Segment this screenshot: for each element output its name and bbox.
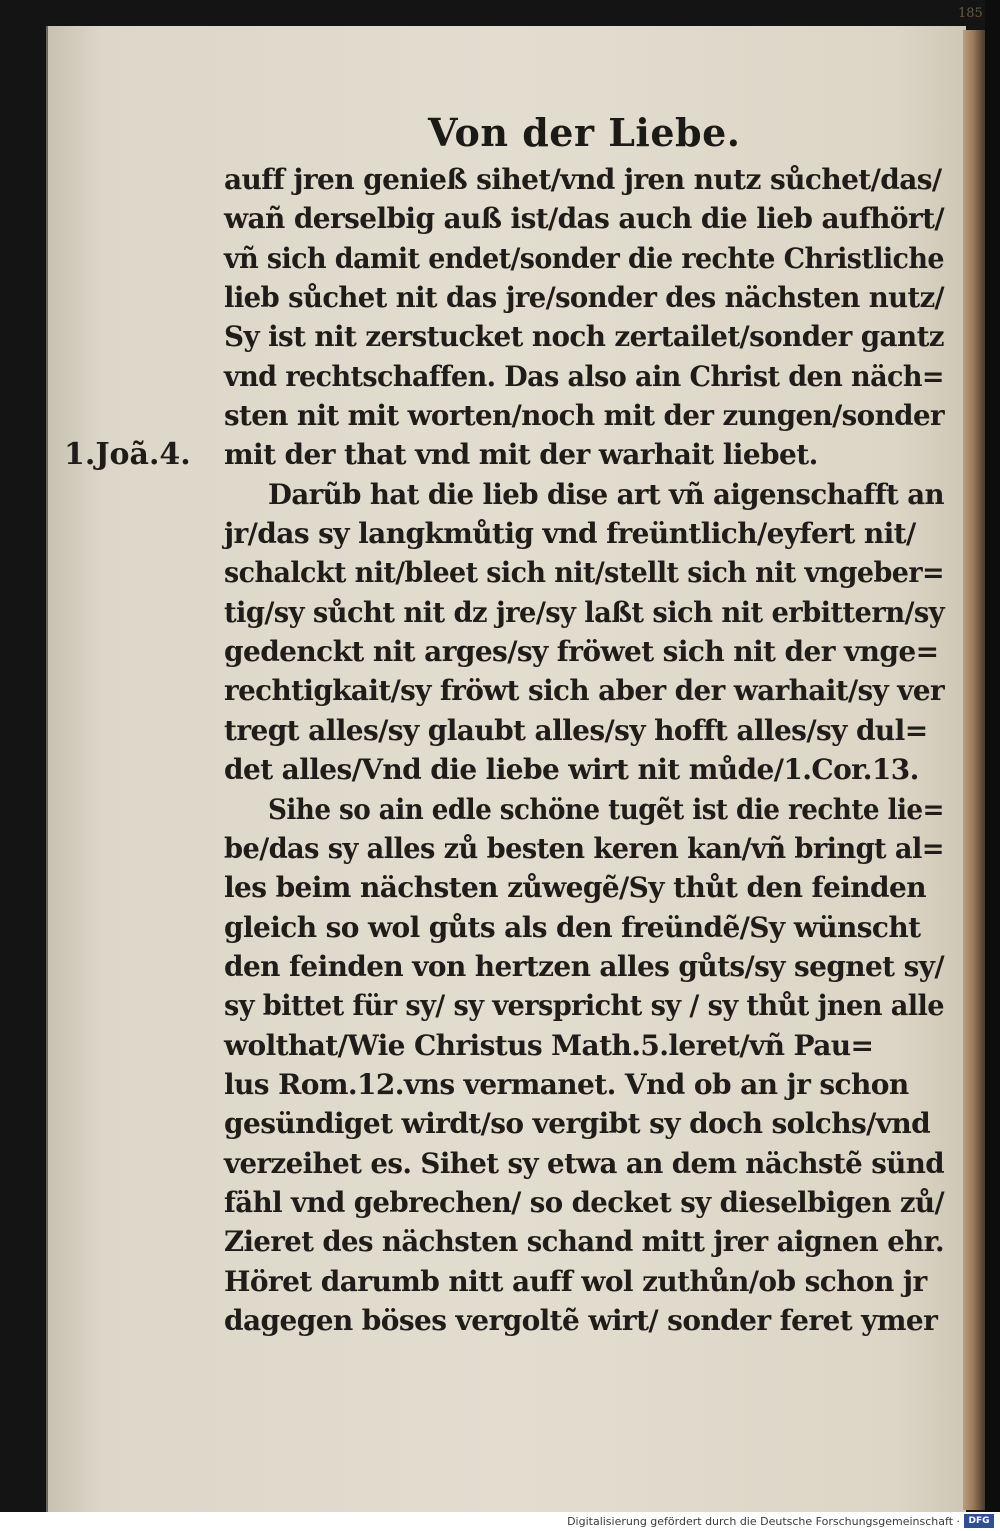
text-line: schalckt nit/bleet sich nit/stellt sich nit vngeber= [224,556,945,590]
text-line: tig/sy sůcht nit dz jre/sy laßt sich nit erbittern/sy [224,595,945,629]
text-line: jr/das sy langkmůtig vnd freüntlich/eyfert nit/ [224,517,916,551]
page-edge [963,30,985,1510]
text-line: fähl vnd gebrechen/ so decket sy dieselbigen zů/ [224,1185,944,1219]
text-line: Sihe so ain edle schöne tugẽt ist die rechte lie= [268,792,944,826]
text-line: gesündiget wirdt/so vergibt sy doch solchs/vnd [224,1107,931,1141]
text-line: dagegen böses vergoltẽ wirt/ sonder feret ymer [224,1303,938,1337]
text-line: Höret darumb nitt auff wol zuthůn/ob schon jr [224,1264,927,1298]
text-line: den feinden von hertzen alles gůts/sy segnet sy/ [224,949,944,983]
text-line: auff jren genieß sihet/vnd jren nutz sůchet/das/ [224,163,942,196]
running-header: Von der Liebe. [428,110,741,155]
text-line: lus Rom.12.vns vermanet. Vnd ob an jr schon [224,1067,909,1101]
text-line: les beim nächsten zůwegẽ/Sy thůt den feinden [224,871,926,905]
scan-border [985,0,1000,1512]
text-line: vnd rechtschaffen. Das also ain Christ den näch= [224,359,944,393]
dfg-logo: DFG [964,1514,994,1528]
text-line: vñ sich damit endet/sonder die rechte Christliche [224,241,944,275]
text-line: verzeihet es. Sihet sy etwa an dem nächstẽ sünd [224,1146,945,1180]
folio-number: 185 [958,6,983,21]
text-line: sy bittet für sy/ sy verspricht sy / sy thůt jnen alle [224,989,945,1023]
text-line: gleich so wol gůts als den freündẽ/Sy wünscht [224,910,921,944]
text-line: Darũb hat die lieb dise art vñ aigenschafft an [268,477,944,511]
text-line: Sy ist nit zerstucket noch zertailet/sonder gantz [224,320,944,354]
text-line: det alles/Vnd die liebe wirt nit můde/1.Cor.13. [224,753,919,787]
text-line: tregt alles/sy glaubt alles/sy hofft alles/sy dul= [224,713,928,747]
body-text [224,160,944,1340]
text-line: wañ derselbig auß ist/das auch die lieb aufhört/ [224,202,945,236]
text-line: mit der that vnd mit der warhait liebet. [224,438,818,472]
text-line: Zieret des nächsten schand mitt jrer aignen ehr. [224,1225,945,1259]
text-line: gedenckt nit arges/sy fröwet sich nit der vnge= [224,635,939,669]
text-line: be/das sy alles zů besten keren kan/vñ bringt al= [224,831,945,865]
text-line: lieb sůchet nit das jre/sonder des nächsten nutz/ [224,281,944,315]
funding-notice: Digitalisierung gefördert durch die Deutsche Forschungsgemeinschaft · [567,1515,960,1528]
text-line: wolthat/Wie Christus Math.5.leret/vñ Pau= [224,1028,874,1062]
text-line: rechtigkait/sy fröwt sich aber der warhait/sy ver [224,674,945,708]
footer [0,1512,1000,1531]
margin-note: 1.Joã.4. [64,437,191,472]
text-line: sten nit mit worten/noch mit der zungen/sonder [224,399,945,433]
